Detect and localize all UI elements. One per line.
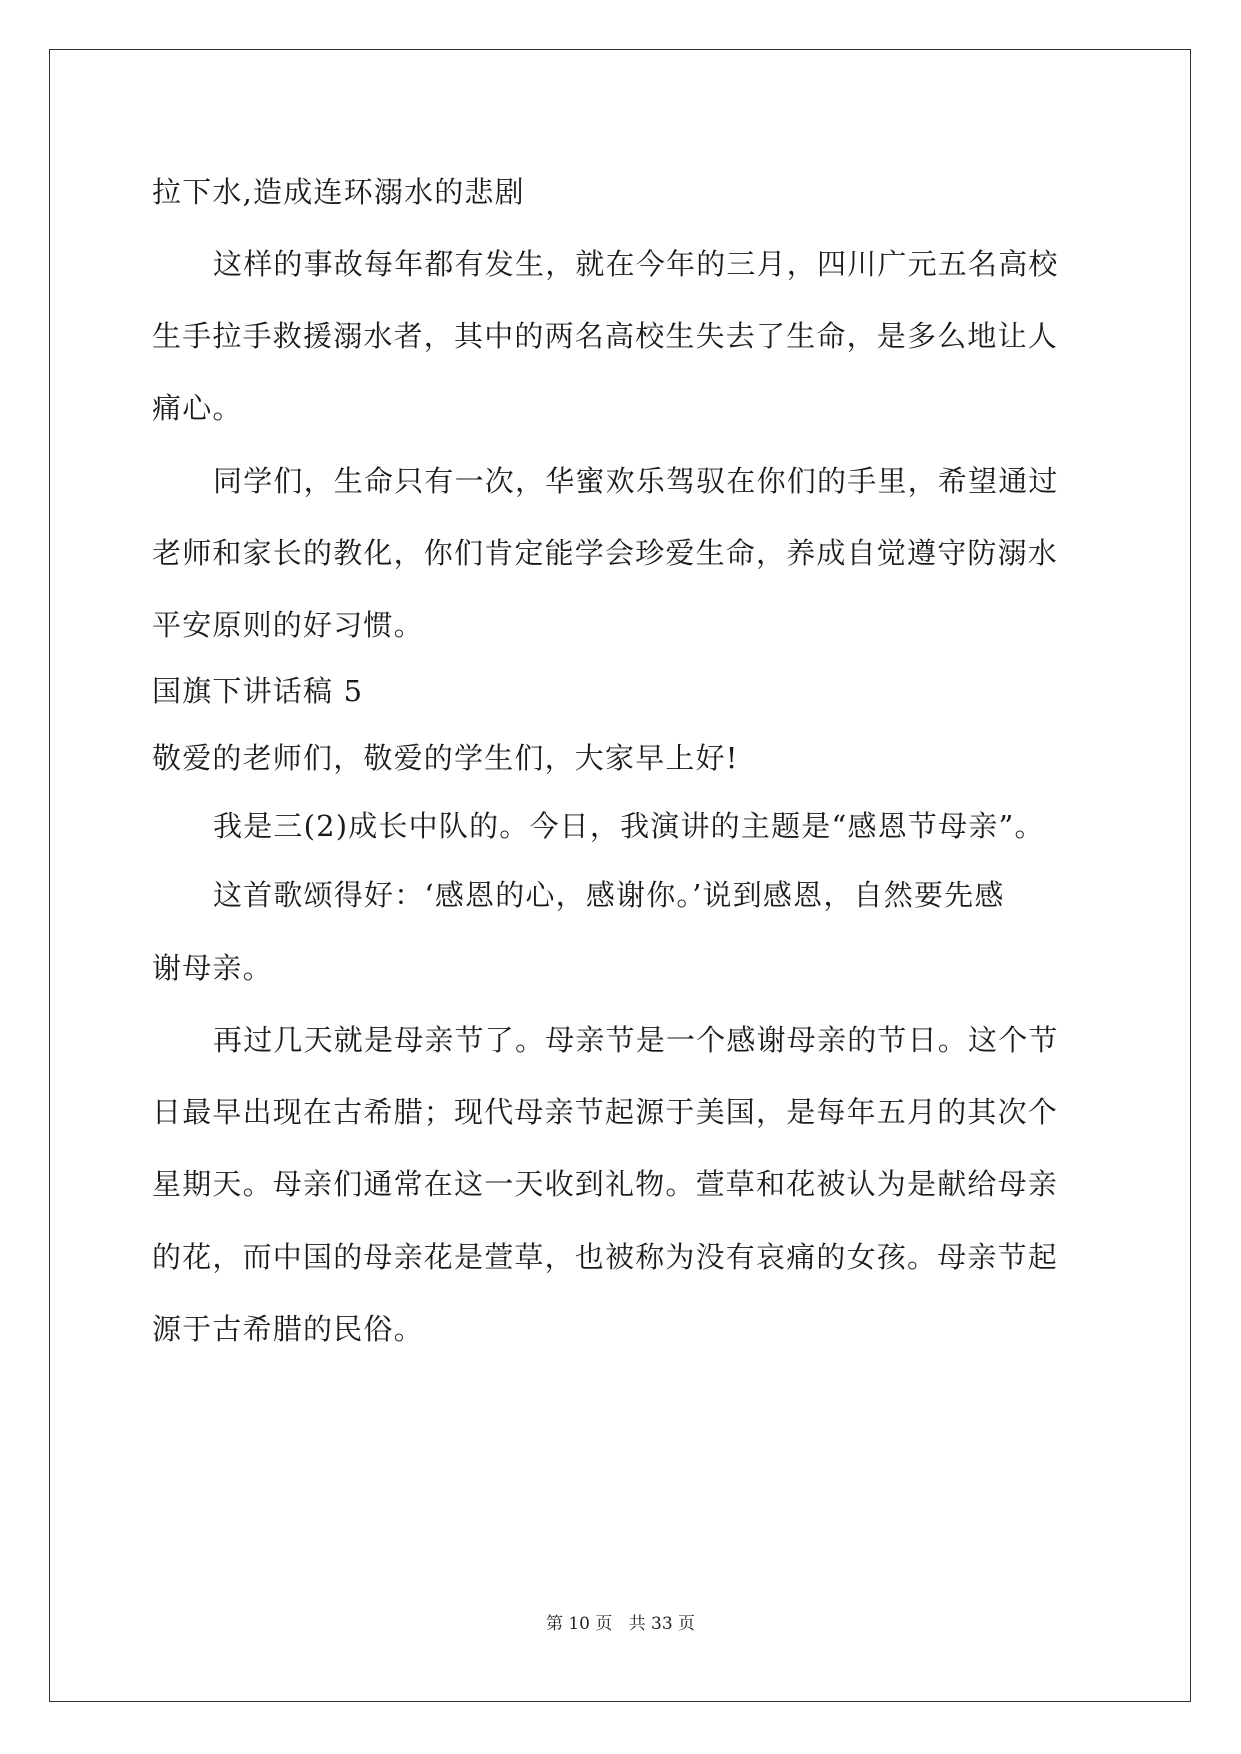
paragraph-start: 同学们，生命只有一次，华蜜欢乐驾驭在你们的手里，希望通过 <box>213 464 1059 498</box>
text-line: 的花，而中国的母亲花是萱草，也被称为没有哀痛的女孩。母亲节起 <box>152 1240 1059 1274</box>
text-line: 生手拉手救援溺水者，其中的两名高校生失去了生命，是多么地让人 <box>152 319 1059 353</box>
text-line: 痛心。 <box>152 391 243 425</box>
text-line: 拉下水,造成连环溺水的悲剧 <box>152 175 525 209</box>
paragraph-start: 我是三(2)成长中队的。今日，我演讲的主题是“感恩节母亲”。 <box>213 809 1045 843</box>
text-line: 星期天。母亲们通常在这一天收到礼物。萱草和花被认为是献给母亲 <box>152 1167 1059 1201</box>
text-line: 平安原则的好习惯。 <box>152 608 424 642</box>
text-line: 老师和家长的教化，你们肯定能学会珍爱生命，养成自觉遵守防溺水 <box>152 536 1059 570</box>
paragraph-start: 这首歌颂得好：‘感恩的心，感谢你。’说到感恩，自然要先感 <box>213 878 1005 912</box>
paragraph-start: 再过几天就是母亲节了。母亲节是一个感谢母亲的节日。这个节 <box>213 1023 1059 1057</box>
text-line: 谢母亲。 <box>152 951 273 985</box>
page-footer <box>0 1612 1241 1636</box>
total-pages: 共 33 页 <box>628 1614 696 1634</box>
paragraph-start: 这样的事故每年都有发生，就在今年的三月，四川广元五名高校 <box>213 247 1059 281</box>
greeting-line: 敬爱的老师们，敬爱的学生们，大家早上好! <box>152 741 739 775</box>
page-number: 第 10 页 <box>545 1614 613 1634</box>
text-line: 日最早出现在古希腊；现代母亲节起源于美国，是每年五月的其次个 <box>152 1095 1059 1129</box>
section-heading: 国旗下讲话稿 5 <box>152 674 364 708</box>
text-line: 源于古希腊的民俗。 <box>152 1312 424 1346</box>
